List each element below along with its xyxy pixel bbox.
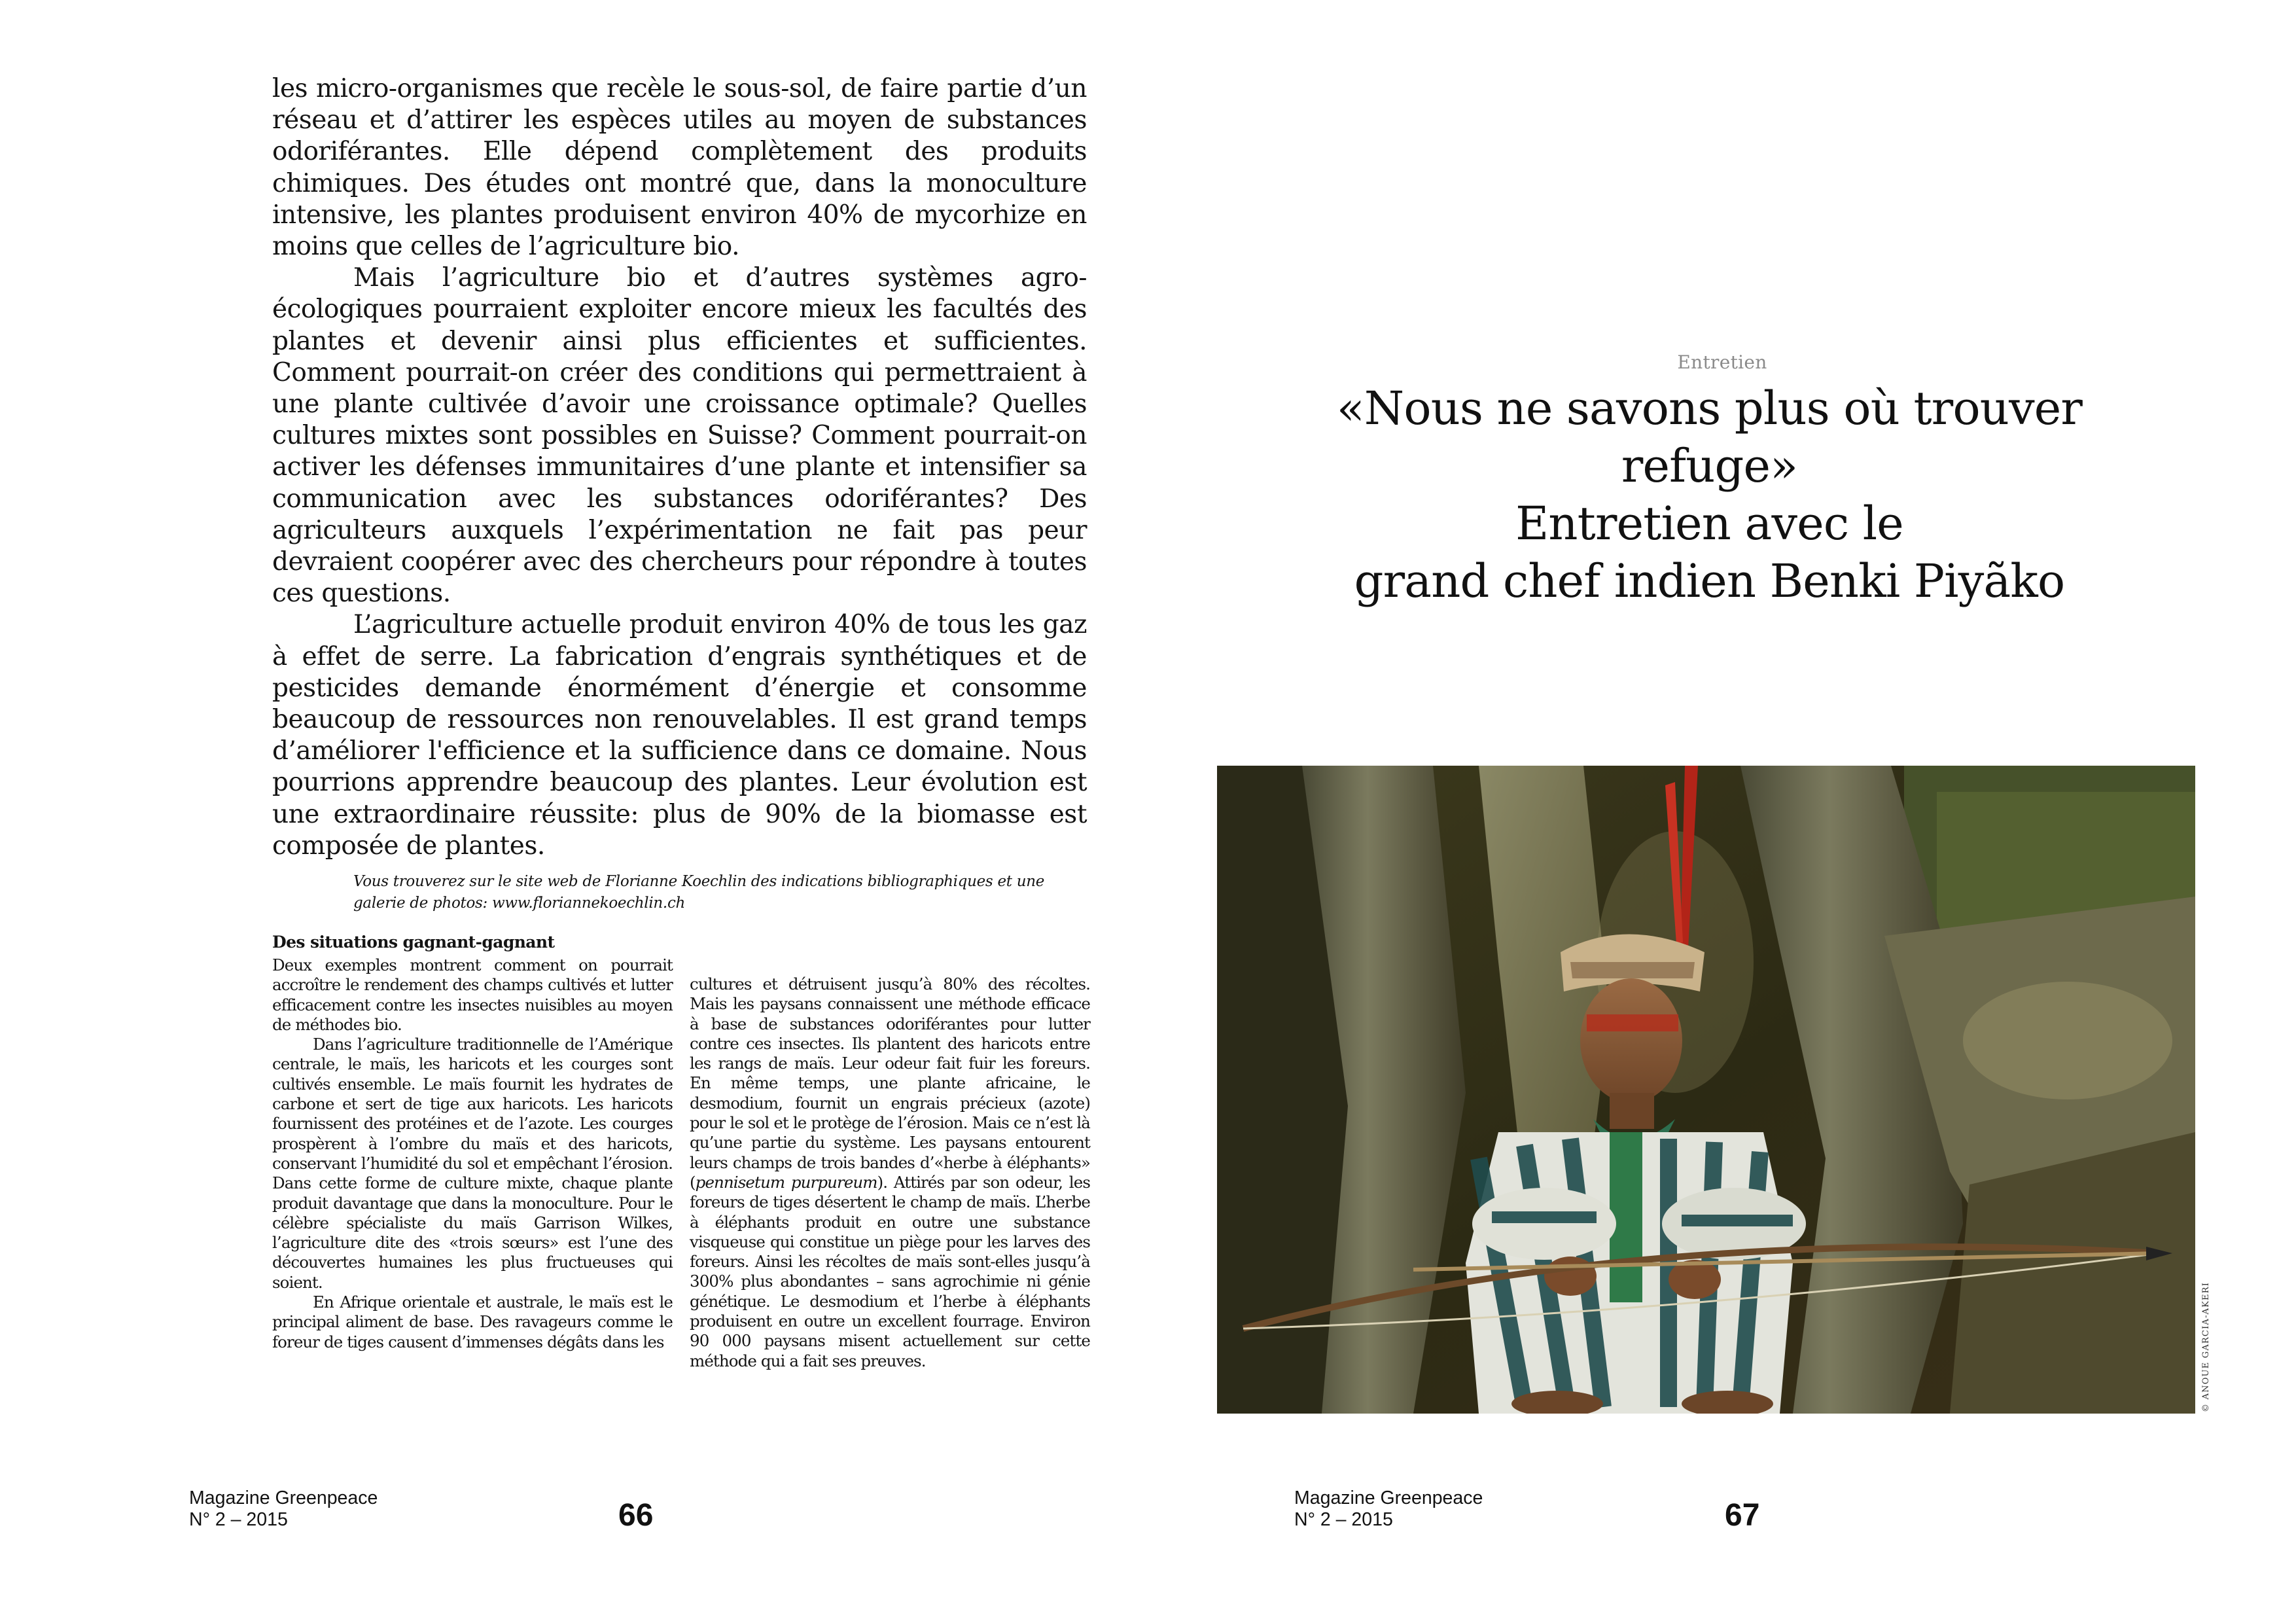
sidebox-paragraph: En Afrique orientale et australe, le maïs est le principal aliment de base. Des ravageurs comme le foreur de tiges causent d’immenses dégâts dans les — [272, 1293, 673, 1351]
sidebox-win-win — [272, 933, 1090, 1371]
sidebox-paragraph: Dans l’agriculture traditionnelle de l’Amérique centrale, le maïs, les haricots et les courges sont cultivés ensemble. Le maïs fournit les hydrates de carbone et sert de tige aux haricots. Les haricots fournissent des protéines et de l’azote. Les courges prospèrent à l’ombre du maïs et des haricots, conservant l’humidité du sol et empêchant l’érosion. Dans cette forme de culture mixte, chaque plante produit davantage que dans la monoculture. Pour le célèbre spécialiste du maïs Garrison Wilkes, l’agriculture dite des «trois sœurs» est l’une des découvertes humaines les plus fructueuses qui soient. — [272, 1035, 673, 1292]
sidebox-paragraph — [690, 974, 1090, 1371]
sidebox-column-1 — [272, 955, 673, 1371]
article-paragraph: les micro-organismes que recèle le sous-sol, de faire partie d’un réseau et d’attirer les espèces utiles au moyen de substances odoriférantes. Elle dépend complètement des produits chimiques. Des études ont montré que, dans la monoculture intensive, les plantes produisent environ 40% de mycorhize en moins que celles de l’agriculture bio. — [272, 74, 1087, 262]
footer-magazine-right — [1294, 1488, 1483, 1531]
section-kicker: Entretien — [1677, 351, 1767, 373]
footer-magazine-left — [189, 1488, 378, 1531]
sidebox-text: ). Attirés par son odeur, les foreurs de tiges désertent le champ de maïs. L’herbe à éléphants produit en outre une substance visqueuse qui constitue un piège pour les larves des foreurs. Ainsi les récoltes de maïs sont-elles jusqu’à 300% plus abondantes – sans agrochimie ni génie génétique. Le desmodium et l’herbe à éléphants produisent en outre un excellent fourrage. Environ 90 000 paysans misent actuellement sur cette méthode qui a fait ses preuves. — [690, 1172, 1090, 1370]
photo-credit: © ANOUE GARCIA-AKERI — [2201, 1281, 2211, 1412]
issue-number: N° 2 – 2015 — [1294, 1509, 1393, 1530]
headline-line: grand chef indien Benki Piyãko — [1354, 554, 2065, 608]
interview-headline — [1266, 380, 2153, 610]
magazine-name: Magazine Greenpeace — [189, 1488, 378, 1508]
sidebox-heading: Des situations gagnant-gagnant — [272, 933, 555, 952]
issue-number: N° 2 – 2015 — [189, 1509, 288, 1530]
sidebox-columns — [272, 955, 1090, 1371]
main-article-column — [272, 73, 1087, 914]
sidebox-column-2 — [690, 974, 1090, 1371]
headline-line: «Nous ne savons plus où trouver refuge» — [1336, 382, 2083, 493]
photo-illustration — [1217, 766, 2195, 1414]
latin-name: pennisetum purpureum — [695, 1172, 877, 1192]
magazine-name: Magazine Greenpeace — [1294, 1488, 1483, 1508]
sidebox-paragraph: Deux exemples montrent comment on pourrait accroître le rendement des champs cultivés et lutter efficacement contre les insectes nuisibles au moyen de méthodes bio. — [272, 955, 673, 1034]
author-credit-note: Vous trouverez sur le site web de Florianne Koechlin des indications bibliographiques et une galerie de photos: www.floriannekoechlin.ch — [353, 873, 1045, 912]
sidebox-text: cultures et détruisent jusqu’à 80% des récoltes. Mais les paysans connaissent une méthode efficace à base de substances odoriférantes pour lutter contre ces insectes. Ils plantent des haricots entre les rangs de maïs. Leur odeur fait fuir les foreurs. En même temps, une plante africaine, le desmodium, fournit un engrais précieux (azote) pour le sol et le protège de l’érosion. Mais ce n’est là qu’une partie du système. Les paysans entourent leurs champs de trois bandes d’«herbe à éléphants» ( — [690, 974, 1090, 1192]
page-number-right: 67 — [1725, 1498, 1760, 1533]
article-paragraph: L’agriculture actuelle produit environ 40% de tous les gaz à effet de serre. La fabrication d’engrais synthétiques et de pesticides demande énormément d’énergie et consomme beaucoup de ressources non renouvelables. Il est grand temps d’améliorer l'efficience et la sufficience dans ce domaine. Nous pourrions apprendre beaucoup des plantes. Leur évolution est une extraordinaire réussite: plus de 90% de la biomasse est composée de plantes. — [272, 610, 1087, 861]
headline-line: Entretien avec le — [1515, 497, 1903, 550]
page-number-left: 66 — [618, 1498, 654, 1533]
article-paragraph: Mais l’agriculture bio et d’autres systèmes agro-écologiques pourraient exploiter encore mieux les facultés des plantes et devenir ainsi plus efficientes et sufficientes. Comment pourrait-on créer des conditions qui permettraient à une plante cultivée d’avoir une croissance optimale? Quelles cultures mixtes sont possibles en Suisse? Comment pourrait-on activer les défenses immunitaires d’une plante et intensifier sa communication avec les substances odoriférantes? Des agriculteurs auxquels l’expérimentation ne fait pas peur devraient coopérer avec des chercheurs pour répondre à toutes ces questions. — [272, 263, 1087, 609]
portrait-photo — [1217, 766, 2195, 1414]
